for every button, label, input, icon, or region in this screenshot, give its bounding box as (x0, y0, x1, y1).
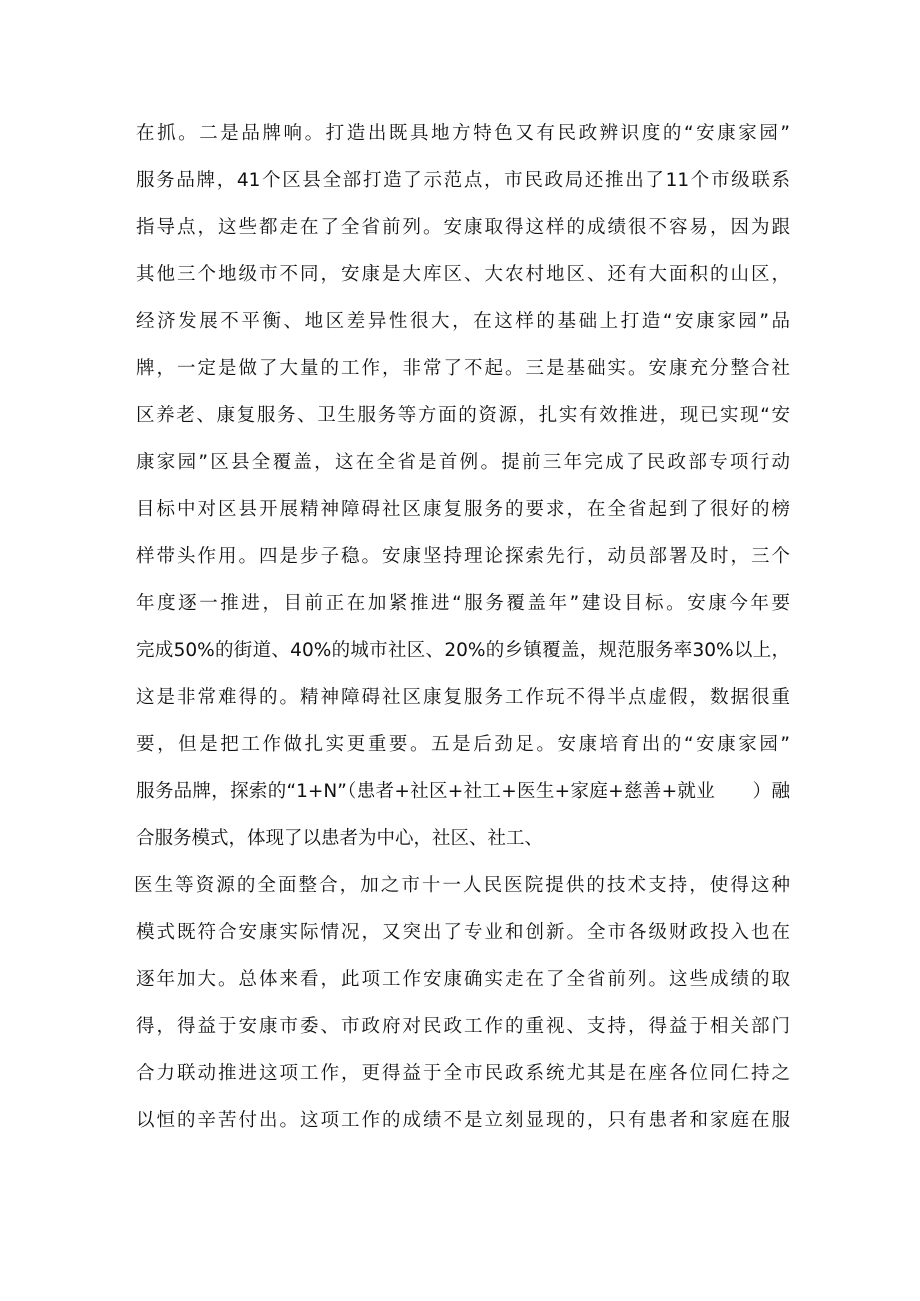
text-line: 合服务模式，体现了以患者为中心，社区、社工、 (136, 828, 544, 849)
text-line: 样带头作用。四是步子稳。安康坚持理论探索先行，动员部署及时，三个 (136, 546, 790, 567)
text-line: 以恒的辛苦付出。这项工作的成绩不是立刻显现的，只有患者和家庭在服 (136, 1110, 790, 1131)
text-line: 服务品牌，41个区县全部打造了示范点，市民政局还推出了11个市级联系 (136, 170, 790, 191)
text-line: 完成50%的街道、40%的城市社区、20%的乡镇覆盖，规范服务率30%以上， (136, 640, 790, 661)
text-line: 牌，一定是做了大量的工作，非常了不起。三是基础实。安康充分整合社 (136, 358, 790, 379)
text-line: 年度逐一推进，目前正在加紧推进“服务覆盖年”建设目标。安康今年要 (136, 593, 790, 614)
text-line: 服务品牌，探索的“1+N”（患者+社区+社工+医生+家庭+慈善+就业 ）融 (136, 781, 790, 802)
text-line: 目标中对区县开展精神障碍社区康复服务的要求，在全省起到了很好的榜 (136, 499, 790, 520)
text-line: 其他三个地级市不同，安康是大库区、大农村地区、还有大面积的山区， (136, 264, 790, 285)
text-line: 区养老、康复服务、卫生服务等方面的资源，扎实有效推进，现已实现“安 (136, 405, 790, 426)
text-line: 得，得益于安康市委、市政府对民政工作的重视、支持，得益于相关部门 (136, 1016, 790, 1037)
text-line: 在抓。二是品牌响。打造出既具地方特色又有民政辨识度的“安康家园” (136, 123, 790, 144)
text-line: 这是非常难得的。精神障碍社区康复服务工作玩不得半点虚假，数据很重 (136, 687, 790, 708)
text-line: 康家园”区县全覆盖，这在全省是首例。提前三年完成了民政部专项行动 (136, 452, 790, 473)
text-line: 模式既符合安康实际情况，又突出了专业和创新。全市各级财政投入也在 (136, 922, 790, 943)
body-text (136, 110, 790, 1144)
text-line: 经济发展不平衡、地区差异性很大，在这样的基础上打造“安康家园”品 (136, 311, 790, 332)
text-line: 医生等资源的全面整合，加之市十一人民医院提供的技术支持，使得这种 (134, 875, 790, 896)
text-line: 要，但是把工作做扎实更重要。五是后劲足。安康培育出的“安康家园” (136, 734, 790, 755)
text-line: 指导点，这些都走在了全省前列。安康取得这样的成绩很不容易，因为跟 (136, 217, 790, 238)
text-line: 逐年加大。总体来看，此项工作安康确实走在了全省前列。这些成绩的取 (136, 969, 790, 990)
text-line: 合力联动推进这项工作，更得益于全市民政系统尤其是在座各位同仁持之 (136, 1063, 790, 1084)
